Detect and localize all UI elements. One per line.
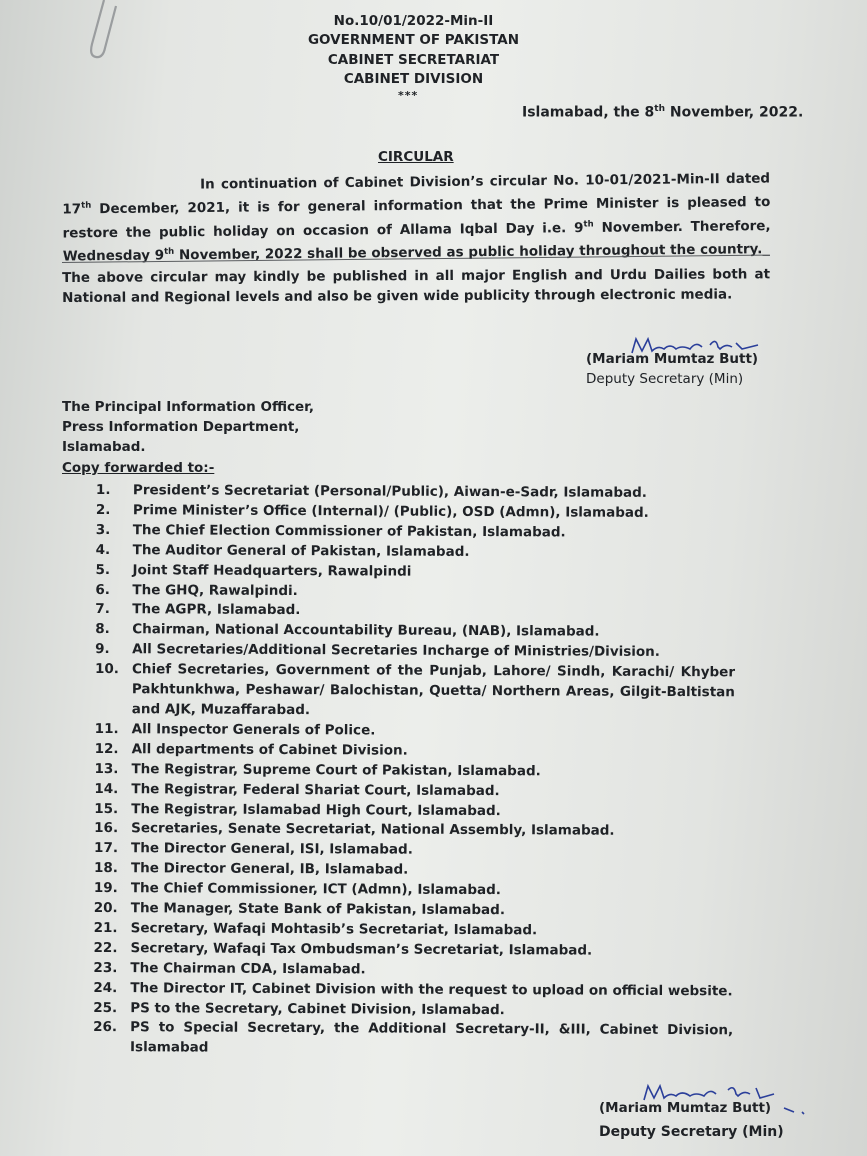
circular-title: CIRCULAR xyxy=(378,149,454,165)
recipient-number: 10. xyxy=(94,661,119,678)
recipient-number: 19. xyxy=(93,880,118,897)
recipient-text: The Chairman CDA, Islamabad. xyxy=(130,959,366,978)
recipient-text: Secretary, Wafaqi Tax Ombudsman’s Secretariat, Islamabad. xyxy=(130,940,593,959)
recipient-number: 7. xyxy=(95,601,110,618)
recipient-text: The Manager, State Bank of Pakistan, Islamabad. xyxy=(130,900,506,919)
addressee-line-1: The Principal Information Officer, xyxy=(62,399,314,415)
recipient-number: 4. xyxy=(95,541,111,558)
recipient-text: All departments of Cabinet Division. xyxy=(131,740,408,759)
signatory-name: (Mariam Mumtaz Butt) xyxy=(586,351,759,367)
dateline: Islamabad, the 8th November, 2022. xyxy=(522,104,804,121)
recipient-number: 22. xyxy=(93,939,118,956)
recipient-number: 16. xyxy=(94,820,119,837)
recipient-item xyxy=(95,660,735,723)
circular-paragraph-2: The above circular may kindly be published in all major English and Urdu Dailies both at National and Regional levels and also be given wide publicity through electronic media. xyxy=(62,266,771,306)
recipient-number: 14. xyxy=(94,780,119,797)
division-heading: CABINET DIVISION xyxy=(343,71,484,87)
signatory-title: Deputy Secretary (Min) xyxy=(586,371,744,387)
recipient-text: The GHQ, Rawalpindi. xyxy=(132,581,298,599)
addressee-line-2: Press Information Department, xyxy=(62,419,300,435)
recipient-number: 23. xyxy=(93,959,118,976)
recipient-number: 17. xyxy=(94,840,119,857)
recipient-text: PS to Special Secretary, the Additional Secretary-II, &III, Cabinet Division, Islamabad xyxy=(129,1019,734,1056)
recipient-number: 24. xyxy=(93,979,118,996)
recipient-text: Chief Secretaries, Government of the Punjab, Lahore/ Sindh, Karachi/ Khyber Pakhtunkhwa, Peshawar/ Balochistan, Quetta/ Northern Areas, Gilgit-Baltistan and AJK, Muzaffarabad. xyxy=(131,661,736,719)
recipient-number: 13. xyxy=(94,760,119,777)
recipient-text: Secretary, Wafaqi Mohtasib’s Secretariat, Islamabad. xyxy=(130,920,538,939)
recipient-number: 6. xyxy=(95,581,111,598)
recipient-item xyxy=(93,1018,733,1061)
recipient-text: The Chief Commissioner, ICT (Admn), Islamabad. xyxy=(130,880,501,899)
separator-stars: *** xyxy=(398,89,419,102)
recipient-text: The Registrar, Islamabad High Court, Islamabad. xyxy=(131,800,501,819)
recipient-text: The Director IT, Cabinet Division with the request to upload on official website. xyxy=(130,979,733,999)
recipient-number: 3. xyxy=(95,521,111,538)
circular-paragraph-1: In continuation of Cabinet Division’s circular No. 10-01/2021-Min-II dated 17th December, 2021, it is for general information that the Prime Minister is pleased to restore the public holiday on occasion of Allama Iqbal Day i.e. 9th November. Therefore, Wednesday 9th November, 2022 shall be observed as public holiday throughout the country. xyxy=(62,170,771,265)
recipient-list xyxy=(93,481,736,1062)
recipient-number: 1. xyxy=(95,482,111,499)
recipient-text: President’s Secretariat (Personal/Public), Aiwan-e-Sadr, Islamabad. xyxy=(132,482,647,501)
recipient-number: 11. xyxy=(94,720,119,737)
signatory-name-2: (Mariam Mumtaz Butt) xyxy=(599,1100,772,1116)
addressee-line-3: Islamabad. xyxy=(62,439,146,455)
signatory-title-2: Deputy Secretary (Min) xyxy=(599,1124,784,1140)
recipient-text: The Director General, ISI, Islamabad. xyxy=(131,840,413,858)
recipient-number: 8. xyxy=(95,621,110,638)
recipient-text: The AGPR, Islamabad. xyxy=(132,601,301,619)
recipient-number: 25. xyxy=(93,999,118,1016)
recipient-number: 18. xyxy=(93,860,118,877)
secretariat-heading: CABINET SECRETARIAT xyxy=(327,52,500,68)
recipient-number: 9. xyxy=(95,641,110,658)
reference-number: No.10/01/2022-Min-II xyxy=(333,13,494,29)
recipient-text: PS to the Secretary, Cabinet Division, Islamabad. xyxy=(130,999,505,1018)
government-heading: GOVERNMENT OF PAKISTAN xyxy=(307,32,520,48)
recipient-text: Joint Staff Headquarters, Rawalpindi xyxy=(132,561,412,580)
recipient-number: 26. xyxy=(93,1019,118,1036)
recipient-text: Secretaries, Senate Secretariat, National Assembly, Islamabad. xyxy=(131,820,615,840)
recipient-text: All Secretaries/Additional Secretaries Incharge of Ministries/Division. xyxy=(132,641,660,661)
recipient-number: 20. xyxy=(93,900,118,917)
recipient-number: 15. xyxy=(94,800,119,817)
recipient-text: All Inspector Generals of Police. xyxy=(131,721,376,739)
recipient-number: 12. xyxy=(94,740,119,757)
copy-forwarded-label: Copy forwarded to:- xyxy=(62,460,215,476)
recipient-number: 21. xyxy=(93,919,118,937)
recipient-text: The Registrar, Supreme Court of Pakistan, Islamabad. xyxy=(131,760,541,780)
recipient-text: The Chief Election Commissioner of Pakistan, Islamabad. xyxy=(132,522,566,541)
recipient-text: Prime Minister’s Office (Internal)/ (Public), OSD (Admn), Islamabad. xyxy=(132,502,649,521)
recipient-text: The Director General, IB, Islamabad. xyxy=(130,860,409,878)
recipient-number: 2. xyxy=(95,501,111,518)
recipient-text: The Auditor General of Pakistan, Islamabad. xyxy=(132,541,470,560)
recipient-text: Chairman, National Accountability Bureau, (NAB), Islamabad. xyxy=(132,621,600,640)
recipient-text: The Registrar, Federal Shariat Court, Islamabad. xyxy=(131,780,500,799)
recipient-number: 5. xyxy=(95,561,111,578)
